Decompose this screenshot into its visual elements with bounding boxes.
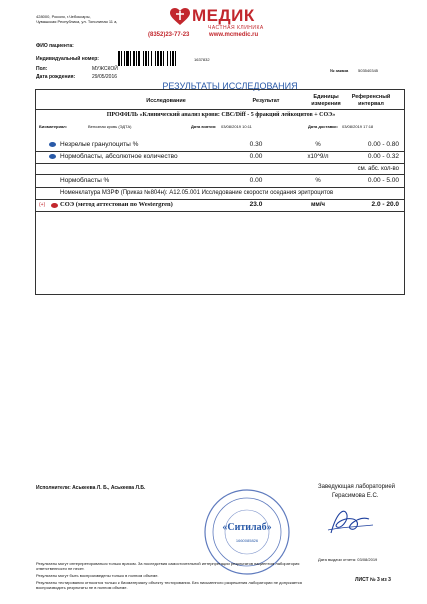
status-dot-icon <box>49 154 56 159</box>
row-reference: 2.0 - 20.0 <box>371 201 399 208</box>
flag-marker: (+) <box>39 202 46 208</box>
barcode-bar <box>118 51 120 66</box>
head-name: Герасимова Е.С. <box>332 493 379 499</box>
disclaimer-line: Результаты могут интерпретироваться только врачом. За последствия самостоятельной интерпретации результатов пациентом лаборатория <box>36 561 300 566</box>
divider <box>36 109 404 110</box>
nomenclature-note: Номенклатура МЗРФ (Приказ №804н): A12.05.001 Исследование скорости оседания эритроцитов <box>60 190 334 196</box>
barcode-bar <box>160 51 162 66</box>
results-table <box>35 89 405 295</box>
header-test: Исследование <box>146 98 186 104</box>
executors-value: Аськеева Л. Б., Аськеева Л.Б. <box>72 485 146 491</box>
signature <box>323 505 378 540</box>
taken-label: Дата взятия: <box>191 124 217 129</box>
barcode-bar <box>124 51 125 66</box>
row-result: 23.0 <box>249 201 263 208</box>
row-name: Нормобласты, абсолютное количество <box>60 153 178 160</box>
header-reference: Референсный интервал <box>351 94 391 107</box>
barcode-bar <box>126 51 129 66</box>
barcode-bar <box>163 51 164 66</box>
disclaimer-line: Результаты могут быть воспроизведены только в полном объеме. <box>36 573 159 578</box>
barcode-bar <box>148 51 149 66</box>
row-name: СОЭ (метод аттестован по Westergren) <box>60 201 173 208</box>
header-units: Единицы измерения <box>311 94 341 107</box>
sex-value: МУЖСКОЙ <box>92 66 118 72</box>
row-reference: 0.00 - 0.80 <box>367 141 399 148</box>
status-dot-icon <box>51 203 58 208</box>
barcode-bar <box>170 51 171 66</box>
barcode-bar <box>143 51 144 66</box>
barcode-bar <box>167 51 168 66</box>
row-unit: % <box>315 142 321 148</box>
status-dot-icon <box>49 142 56 147</box>
address-line: Чувашская Республика, ул. Тополиная 11 а, <box>36 19 118 24</box>
clinic-phone: (8352)23-77-23 <box>148 32 190 38</box>
sex-label: Пол: <box>36 66 48 72</box>
order-label: № заказа <box>330 68 349 73</box>
dob-value: 29/05/2016 <box>92 74 118 80</box>
clinic-website: www.mcmedic.ru <box>209 32 259 38</box>
barcode-bar <box>121 51 122 66</box>
biomaterial-value: Венозная кровь (ЭДТА) <box>88 124 132 129</box>
issue-date-value: 03/08/2019 <box>357 557 378 562</box>
barcode-number: 1637832 <box>194 57 210 62</box>
row-result: 0.30 <box>249 141 263 148</box>
issue-date-label: Дата выдачи отчета: <box>318 557 357 562</box>
header-result: Результат <box>252 98 280 104</box>
id-label: Индивидуальный номер: <box>36 56 99 62</box>
row-result: 0.00 <box>249 153 263 160</box>
row-reference: см. абс. кол-во <box>357 166 399 172</box>
row-divider <box>36 199 404 200</box>
row-reference: 0.00 - 5.00 <box>367 177 399 184</box>
taken-value: 03/08/2019 10:11 <box>221 124 252 129</box>
disclaimer-line: ответственности не несет. <box>36 566 85 571</box>
biomaterial-label: Биоматериал: <box>39 124 68 129</box>
row-unit: x10^9/л <box>307 154 329 160</box>
barcode-bar <box>175 51 176 66</box>
stamp-ogrn: 1660085826 <box>235 538 259 543</box>
disclaimer-line: Результаты тестирования относятся только к биоматериалу объекту тестирования. Без письменного разрешения лаборатории не допускается <box>36 580 302 585</box>
row-divider <box>36 174 404 175</box>
fio-label: ФИО пациента: <box>36 43 74 49</box>
brand-subtitle: ЧАСТНАЯ КЛИНИКА <box>208 25 264 31</box>
row-divider <box>36 211 404 212</box>
disclaimer-line: воспроизводить результаты не в полном объеме. <box>36 585 128 590</box>
barcode-bar <box>133 51 135 66</box>
barcode-bar <box>130 51 131 66</box>
row-name: Незрелые гранулоциты % <box>60 141 139 148</box>
barcode-bar <box>157 51 159 66</box>
delivered-value: 03/08/2019 17:18 <box>342 124 374 129</box>
row-unit: % <box>315 178 321 184</box>
row-unit: мм/ч <box>310 202 326 208</box>
patient-barcode <box>118 51 193 66</box>
signature-scribble-icon <box>323 505 378 540</box>
barcode-bar <box>138 51 140 66</box>
address-line: 428000, Россия, г.Чебоксары, <box>36 14 91 19</box>
row-divider <box>36 151 404 152</box>
order-value: 503540345 <box>358 68 379 73</box>
head-title: Заведующая лабораторией <box>318 484 396 490</box>
clinic-contacts <box>148 32 328 39</box>
barcode-bar <box>136 51 137 66</box>
dob-label: Дата рождения: <box>36 74 76 80</box>
executors <box>36 485 145 491</box>
row-result: 0.00 <box>249 177 263 184</box>
barcode-bar <box>172 51 174 66</box>
row-reference: 0.00 - 0.32 <box>367 153 399 160</box>
row-name: Нормобласты % <box>60 177 110 184</box>
stamp-name: «Ситилаб» <box>222 522 272 533</box>
barcode-bar <box>155 51 156 66</box>
heart-logo-icon <box>170 8 190 26</box>
row-divider <box>36 163 404 164</box>
profile-title: ПРОФИЛЬ «Клинический анализ крови: CBC/Diff - 5 фракций лейкоцитов + СОЭ» <box>106 112 336 118</box>
disclaimers <box>36 561 336 590</box>
clinic-address <box>36 14 156 24</box>
brand-name: МЕДИК <box>192 6 255 25</box>
executors-label: Исполнители: <box>36 485 71 491</box>
row-divider <box>36 187 404 188</box>
results-title: РЕЗУЛЬТАТЫ ИССЛЕДОВАНИЯ <box>162 81 298 91</box>
delivered-label: Дата доставки: <box>308 124 338 129</box>
barcode-bar <box>145 51 147 66</box>
sheet-number: ЛИСТ № 3 из 3 <box>355 577 391 583</box>
barcode-bar <box>151 51 152 66</box>
